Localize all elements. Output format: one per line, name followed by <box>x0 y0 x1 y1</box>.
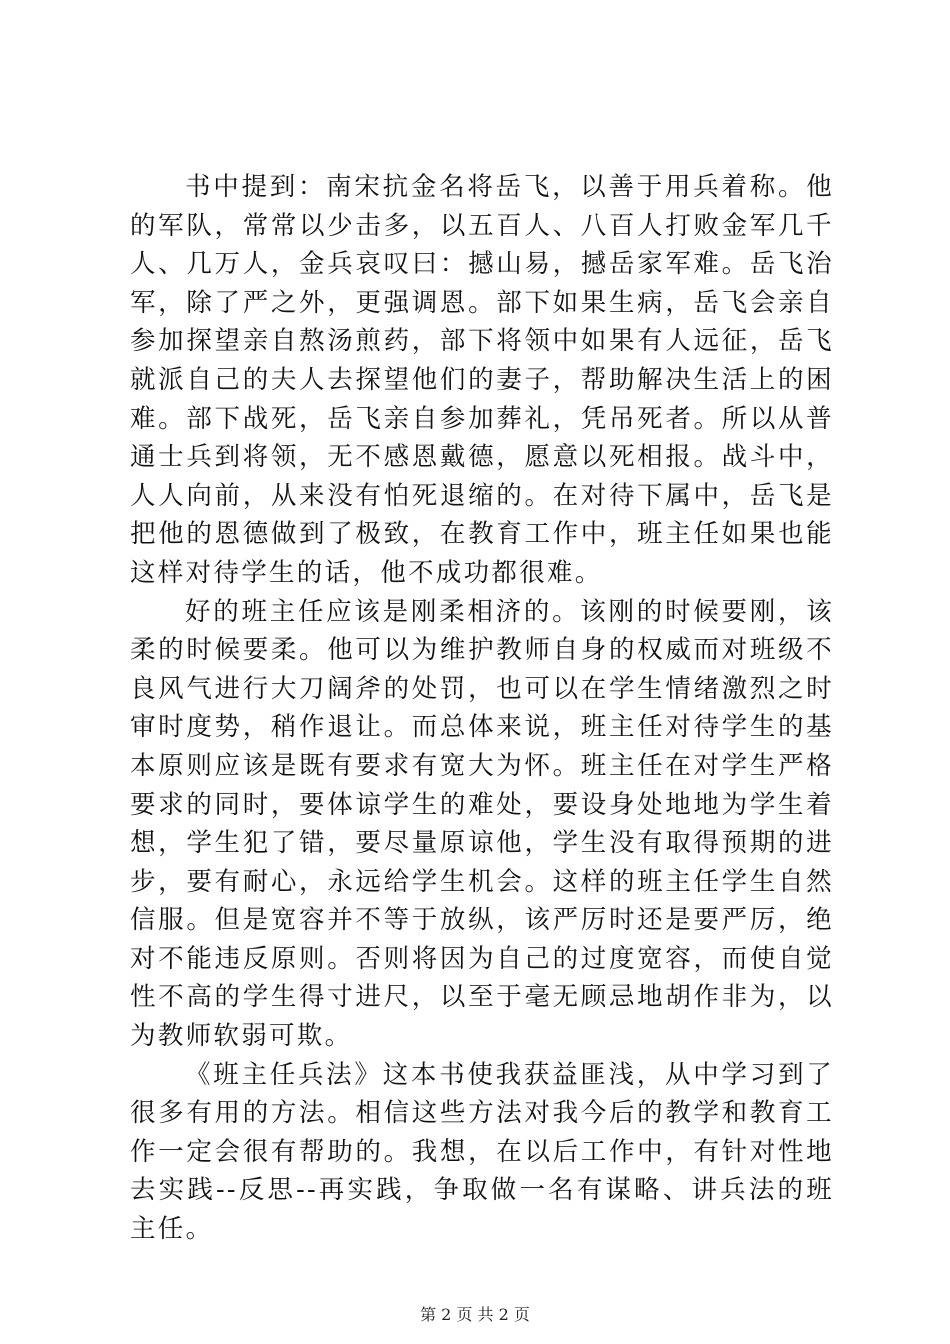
paragraph-yue-fei: 书中提到：南宋抗金名将岳飞，以善于用兵着称。他的军队，常常以少击多，以五百人、八百人打败金军几千人、几万人，金兵哀叹曰：撼山易，撼岳家军难。岳飞治军，除了严之外，更强调恩。部下如果生病，岳飞会亲自参加探望亲自熬汤煎药，部下将领中如果有人远征，岳飞就派自己的夫人去探望他们的妻子，帮助解决生活上的困难。部下战死，岳飞亲自参加葬礼，凭吊死者。所以从普通士兵到将领，无不感恩戴德，愿意以死相报。战斗中，人人向前，从来没有怕死退缩的。在对待下属中，岳飞是把他的恩德做到了极致，在教育工作中，班主任如果也能这样对待学生的话，他不成功都很难。 <box>130 172 834 588</box>
document-body <box>130 168 834 1249</box>
paragraph-ideal-teacher: 好的班主任应该是刚柔相济的。该刚的时候要刚，该柔的时候要柔。他可以为维护教师自身的权威而对班级不良风气进行大刀阔斧的处罚，也可以在学生情绪激烈之时审时度势，稍作退让。而总体来说，班主任对待学生的基本原则应该是既有要求有宽大为怀。班主任在对学生严格要求的同时，要体谅学生的难处，要设身处地地为学生着想，学生犯了错，要尽量原谅他，学生没有取得预期的进步，要有耐心，永远给学生机会。这样的班主任学生自然信服。但是宽容并不等于放纵，该严厉时还是要严厉，绝对不能违反原则。否则将因为自己的过度宽容，而使自觉性不高的学生得寸进尺，以至于毫无顾忌地胡作非为，以为教师软弱可欺。 <box>130 596 834 1052</box>
paragraph-conclusion: 《班主任兵法》这本书使我获益匪浅，从中学习到了很多有用的方法。相信这些方法对我今后的教学和教育工作一定会很有帮助的。我想，在以后工作中，有针对性地去实践--反思--再实践，争取做一名有谋略、讲兵法的班主任。 <box>130 1059 834 1245</box>
page-number-footer: 第 2 页 共 2 页 <box>420 1305 530 1324</box>
